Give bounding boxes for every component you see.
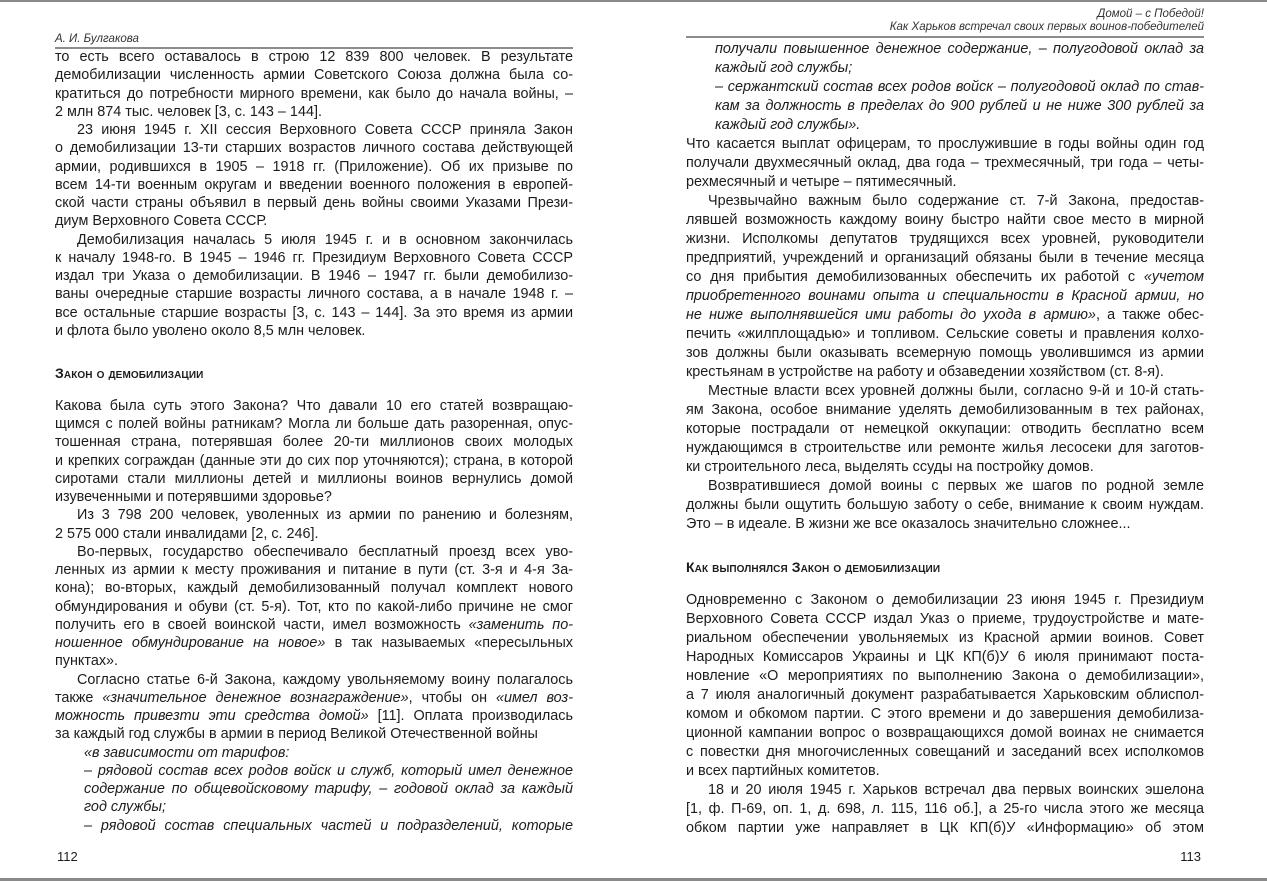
italic-quote-segment: «заменить по-: [468, 616, 573, 633]
text-line: [686, 192, 1204, 211]
text-segment: Из 3 798 200 человек, уволенных из армии по ранению и болезням,: [77, 507, 573, 524]
text-segment: кона); во-вторых, каждый демобилизованный получал комплект нового: [55, 580, 573, 597]
page-body: [686, 40, 1204, 838]
paragraph: [55, 543, 573, 671]
text-segment: Возвратившиеся домой воины с первых же шагов по родной земле: [708, 477, 1204, 494]
text-segment: а 7 июля аналогичный документ разрабатывается Харьковским облиспол-: [686, 686, 1204, 703]
text-line: [84, 798, 573, 816]
paragraph: [686, 781, 1204, 838]
text-line: [686, 249, 1204, 268]
text-segment: Во-первых, государство обеспечивало бесплатный проезд всех уво-: [77, 543, 573, 560]
page-number: 113: [1180, 849, 1201, 864]
text-segment: Демобилизация началась 5 июля 1945 г. и в основном закончилась: [77, 231, 573, 248]
text-line: [84, 744, 573, 762]
text-line: [55, 121, 573, 139]
text-segment: в так называемых «пересыльных: [325, 635, 573, 651]
paragraph: [55, 121, 573, 231]
text-line: [55, 322, 573, 340]
text-segment: обком партии уже направляет в ЦК КП(б)У «Информацию» об этом: [686, 819, 1204, 836]
paragraph: [55, 231, 573, 341]
text-line: [715, 59, 1204, 78]
text-segment: то есть всего оставалось в строю 12 839 800 человек. В результате: [55, 49, 573, 65]
quotation: [55, 817, 573, 835]
text-segment: зов должны были оказывать всемерную помощь уволившимся из армии: [686, 344, 1204, 361]
text-segment: тошенная страна, потерявшая более 20-ти миллионов своих молодых: [55, 434, 573, 451]
running-head-line: Как Харьков встречал своих первых воинов-победителей: [889, 21, 1204, 33]
text-segment: содержание по общевойсковому тарифу, – годовой оклад за каждый: [84, 781, 573, 797]
text-segment: – сержантский состав всех родов войск – полугодовой оклад по став-: [715, 78, 1204, 95]
text-line: [55, 103, 573, 121]
text-segment: получали повышенное денежное содержание, – полугодовой оклад за: [715, 40, 1204, 57]
text-segment: лявшей возможность каждому воину быстро найти свое место в мирной: [686, 211, 1204, 228]
text-line: [55, 285, 573, 303]
text-segment: которые пострадали от немецкой оккупации: отводить бесплатно всем: [686, 420, 1204, 437]
text-line: [55, 304, 573, 322]
text-segment: крестьянам в устройстве на работу и обзаведении хозяйством (ст. 8-я).: [686, 363, 1164, 380]
text-segment: Какова была суть этого Закона? Что давали 10 его статей возвращаю-: [55, 397, 573, 414]
text-segment: за каждый год службы в армии в период Великой Отечественной войны: [55, 726, 538, 743]
text-segment: Одновременно с Законом о демобилизации 23 июня 1945 г. Президиум: [686, 591, 1204, 608]
quotation: [55, 744, 573, 762]
text-line: [84, 780, 573, 798]
text-line: [55, 488, 573, 506]
paragraph: [55, 506, 573, 543]
text-line: [715, 97, 1204, 116]
text-line: [55, 85, 573, 103]
text-segment: получали двухмесячный оклад, два года – трехмесячный, три года – четы-: [686, 154, 1204, 171]
text-segment: новление «О мероприятиях по выполнению Закона о демобилизации»,: [686, 667, 1204, 684]
page-body: [55, 48, 573, 835]
text-segment: Местные власти всех уровней должны были, согласно 9-й и 10-й стать-: [708, 382, 1204, 399]
paragraph: [686, 382, 1204, 477]
text-segment: Это – в идеале. В жизни же все оказалось значительно сложнее...: [686, 515, 1131, 532]
text-line: [686, 420, 1204, 439]
text-segment: кратиться до потребности мирного времени, как было до начала войны, –: [55, 85, 573, 102]
text-line: [686, 648, 1204, 667]
text-line: [686, 591, 1204, 610]
text-segment: Чрезвычайно важным было содержание ст. 7-й Закона, предостав-: [708, 192, 1204, 209]
text-segment: Согласно статье 6-й Закона, каждому увольняемому воину полагалось: [77, 671, 573, 688]
text-segment: 2 млн 874 тыс. человек [3, с. 143 – 144].: [55, 103, 322, 120]
text-segment: [1, ф. П-69, оп. 1, д. 698, л. 115, 116 об.], а 25-го числа этого же месяца: [686, 800, 1204, 817]
left-page: [55, 0, 573, 881]
text-line: [686, 724, 1204, 743]
text-segment: ционной кампании вопрос о возвращающихся домой воинах не снимается: [686, 724, 1204, 741]
text-line: [55, 267, 573, 285]
text-segment: с повестки дня многочисленных совещаний и заседаний всех исполкомов: [686, 743, 1204, 760]
text-segment: 23 июня 1945 г. XII сессия Верховного Совета СССР приняла Закон: [77, 122, 573, 138]
text-line: [55, 48, 573, 66]
text-segment: , чтобы он: [408, 689, 496, 706]
quotation: [686, 78, 1204, 135]
text-line: [55, 249, 573, 267]
text-line: [55, 231, 573, 249]
text-line: [686, 781, 1204, 800]
text-segment: пунктах».: [55, 653, 119, 670]
text-segment: и всех партийных комитетов.: [686, 762, 880, 779]
text-segment: Верховного Совета СССР издал Указ о приеме, трудоустройстве и мате-: [686, 610, 1204, 627]
italic-quote-segment: ношенное обмундирование на новое»: [55, 635, 326, 651]
page-number: 112: [57, 849, 78, 864]
text-line: [55, 470, 573, 488]
italic-quote-segment: не ниже выполнявшейся ими работы до ухода в армию»: [686, 306, 1096, 323]
text-line: [686, 154, 1204, 173]
text-line: [55, 671, 573, 689]
paragraph: [55, 397, 573, 507]
text-segment: каждый год службы».: [715, 116, 861, 133]
text-line: [686, 686, 1204, 705]
text-line: [686, 819, 1204, 838]
text-line: [55, 452, 573, 470]
text-line: [686, 230, 1204, 249]
text-line: [55, 616, 573, 634]
text-segment: , а также обес-: [1095, 306, 1204, 323]
text-segment: щимся с полей войны ратникам? Могла ли больше дать разоренная, опус-: [55, 416, 573, 432]
text-line: [686, 667, 1204, 686]
running-head-title: [686, 8, 1204, 34]
text-line: [686, 135, 1204, 154]
text-line: [686, 743, 1204, 762]
text-segment: армии, родившихся в 1905 – 1918 гг. (Приложение). Об их призыве по: [55, 158, 573, 175]
text-segment: демобилизации численность армии Советского Союза должна была со-: [55, 67, 573, 84]
text-segment: ской части страны объявил в первый день войны своими Указами Прези-: [55, 195, 573, 211]
quotation: [686, 40, 1204, 78]
text-segment: год службы;: [84, 799, 166, 816]
text-segment: сиротами стали миллионы детей и миллионы воинов вернулись домой: [55, 470, 573, 487]
text-line: [84, 762, 573, 780]
text-line: [686, 401, 1204, 420]
text-segment: Что касается выплат офицерам, то прослужившие в годы войны один год: [686, 135, 1204, 152]
text-segment: риальном обеспечении увольняемых из Красной армии воинов. Совет: [686, 629, 1204, 646]
text-segment: нуждающимся в строительстве или ремонте жилья лесосеки для заготов-: [686, 439, 1204, 456]
text-line: [55, 561, 573, 579]
text-line: [686, 496, 1204, 515]
text-segment: рехмесячный и четыре – пятимесячный.: [686, 173, 957, 190]
text-line: [715, 40, 1204, 59]
text-segment: – рядовой состав специальных частей и подразделений, которые: [84, 817, 573, 834]
italic-quote-segment: «значительное денежное вознаграждение»: [102, 689, 409, 706]
italic-quote-segment: можность привезти эти средства домой»: [55, 708, 369, 724]
text-line: [55, 139, 573, 157]
text-segment: получить его в своей воинской части, имел возможность: [55, 616, 469, 633]
text-segment: также: [55, 689, 103, 706]
text-line: [686, 515, 1204, 534]
text-line: [686, 344, 1204, 363]
text-line: [55, 433, 573, 451]
text-line: [686, 287, 1204, 306]
text-line: [686, 439, 1204, 458]
text-segment: диум Верховного Совета СССР.: [55, 213, 268, 230]
text-line: [686, 211, 1204, 230]
text-segment: и флота было уволено около 8,5 млн человек.: [55, 322, 366, 339]
text-segment: издал три Указа о демобилизации. В 1946 – 1947 гг. были демобилизо-: [55, 268, 573, 284]
header-rule: [686, 36, 1204, 38]
text-line: [686, 458, 1204, 477]
text-line: [55, 212, 573, 230]
text-line: [84, 817, 573, 835]
text-segment: 2 575 000 стали инвалидами [2, с. 246].: [55, 525, 319, 542]
text-segment: должны были ощутить большую заботу о себе, внимание к своим нуждам.: [686, 496, 1204, 513]
running-head-line: Домой – с Победой!: [1097, 8, 1204, 20]
text-line: [715, 116, 1204, 135]
text-segment: предприятий, учреждений и организаций обязаны были в течение месяца: [686, 249, 1204, 266]
text-line: [686, 382, 1204, 401]
text-segment: кам за должность в пределах до 900 рублей и не ниже 300 рублей за: [715, 97, 1204, 114]
text-segment: ленных из армии к месту проживания и питание в пути (ст. 3-я и 4-я За-: [55, 562, 573, 578]
text-line: [686, 800, 1204, 819]
text-line: [686, 705, 1204, 724]
text-segment: всем 14-ти военным округам и введении военного положения в европей-: [55, 176, 573, 193]
text-segment: – рядовой состав всех родов войск и служб, который имел денежное: [84, 762, 573, 779]
text-line: [686, 268, 1204, 287]
text-line: [686, 762, 1204, 781]
italic-quote-segment: приобретенного воинами опыта и специальности в Красной армии, но: [686, 287, 1204, 304]
running-head-author: А. И. Булгакова: [55, 33, 139, 45]
text-segment: 18 и 20 июля 1945 г. Харьков встречал два первых воинских эшелона: [708, 781, 1204, 798]
text-segment: о демобилизации 13-ти старших возрастов личного состава действующей: [55, 140, 573, 157]
paragraph: [686, 477, 1204, 534]
text-segment: каждый год службы;: [715, 59, 853, 76]
text-segment: [11]. Оплата производилась: [368, 708, 573, 724]
text-line: [686, 306, 1204, 325]
text-segment: комом и обкомом партии. С этого времени и до завершения демобилиза-: [686, 705, 1204, 722]
text-segment: все остальные старшие возрасты [3, с. 143 – 144]. За это время из армии: [55, 304, 573, 321]
text-line: [55, 397, 573, 415]
text-segment: жизни. Исполкомы депутатов трудящихся всех уровней, руководители: [686, 230, 1204, 247]
text-line: [55, 707, 573, 725]
text-line: [55, 634, 573, 652]
text-line: [55, 194, 573, 212]
text-segment: ки строительного леса, выделять ссуды на постройку домов.: [686, 458, 1094, 475]
text-line: [715, 78, 1204, 97]
text-segment: «в зависимости от тарифов:: [84, 744, 290, 761]
text-line: [686, 325, 1204, 344]
text-line: [55, 652, 573, 670]
italic-quote-segment: «имел воз-: [496, 689, 574, 706]
text-segment: печить «жилплощадью» и топливом. Сельские советы и правления колхо-: [686, 325, 1204, 342]
text-line: [686, 610, 1204, 629]
italic-quote-segment: «учетом: [1143, 268, 1204, 285]
text-segment: ваны очередные старшие возрасты личного состава, а в начале 1948 г. –: [55, 286, 573, 303]
text-line: [55, 543, 573, 561]
text-line: [55, 725, 573, 743]
paragraph: [686, 135, 1204, 192]
text-line: [686, 477, 1204, 496]
text-segment: обмундирования и обуви (ст. 5-я). Тот, кто по какой-либо причине не смог: [55, 598, 573, 615]
text-line: [55, 506, 573, 524]
paragraph: [686, 192, 1204, 382]
text-line: [686, 363, 1204, 382]
text-line: [55, 579, 573, 597]
text-line: [686, 173, 1204, 192]
paragraph: [686, 591, 1204, 781]
quotation: [55, 762, 573, 817]
section-heading: Как выполнялся Закон о демобилизации: [686, 558, 941, 575]
text-line: [686, 629, 1204, 648]
paragraph: [55, 48, 573, 121]
text-segment: к началу 1948-го. В 1945 – 1946 гг. Президиум Верховного Совета СССР: [55, 249, 573, 266]
text-line: [55, 176, 573, 194]
section-heading: Закон о демобилизации: [55, 365, 204, 381]
text-line: [55, 598, 573, 616]
text-line: [55, 66, 573, 84]
text-segment: ям Закона, особое внимание уделять демобилизованным в тех районах,: [686, 401, 1204, 418]
right-page: [686, 0, 1204, 881]
text-line: [55, 158, 573, 176]
paragraph: [55, 671, 573, 744]
text-segment: и крепких сограждан (данные эти до сих пор уточняются); страна, в которой: [55, 452, 573, 469]
text-segment: со дня прибытия демобилизованных обеспечить их работой с: [686, 268, 1144, 285]
text-segment: изувеченными и потерявшими здоровье?: [55, 489, 332, 505]
text-line: [55, 415, 573, 433]
text-line: [55, 689, 573, 707]
text-segment: Народных Комиссаров Украины и ЦК КП(б)У 6 июля принимают поста-: [686, 648, 1204, 665]
text-line: [55, 525, 573, 543]
